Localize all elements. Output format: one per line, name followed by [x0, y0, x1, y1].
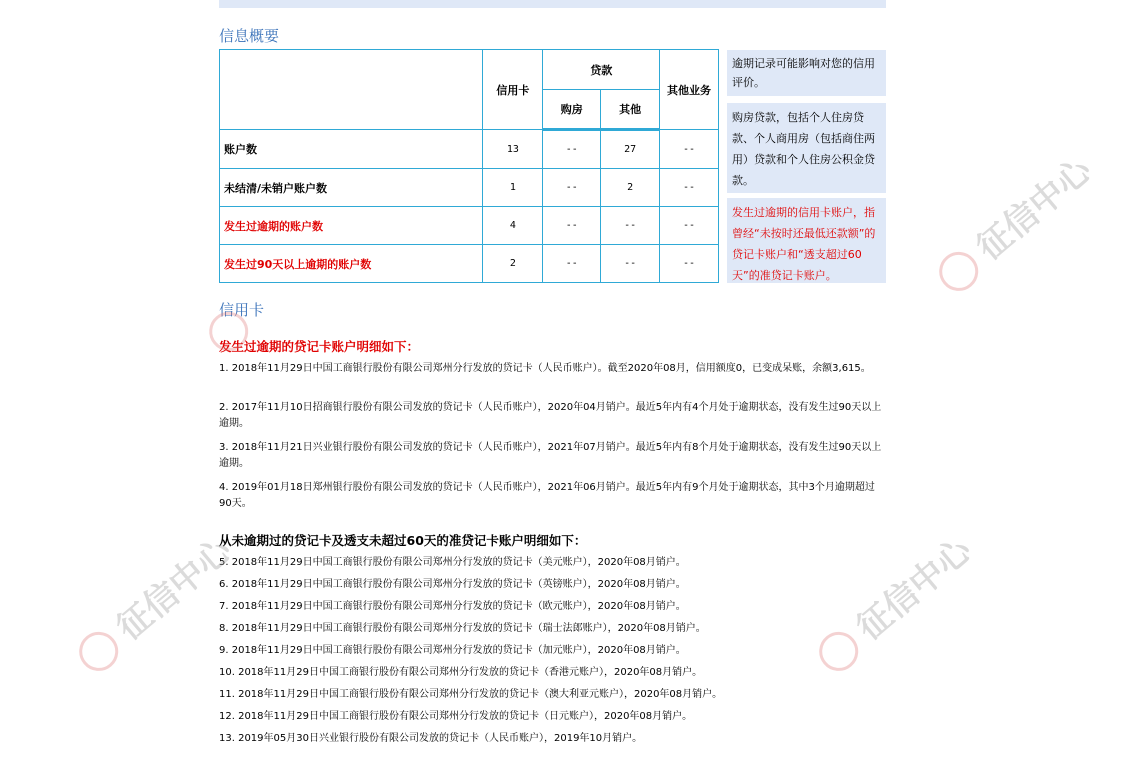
cell-credit-card: 4 — [483, 207, 543, 245]
list-item: 1. 2018年11月29日中国工商银行股份有限公司郑州分行发放的贷记卡（人民币账户）。截至2020年08月，信用额度0，已变成呆账，余额3,615。 — [219, 363, 871, 374]
list-item: 10. 2018年11月29日中国工商银行股份有限公司郑州分行发放的贷记卡（香港元账户），2020年08月销户。 — [219, 667, 703, 678]
watermark-seal-icon — [900, 100, 1125, 340]
summary-title: 信息概要 — [219, 27, 280, 45]
header-other-business: 其他业务 — [660, 50, 719, 130]
cell-other-business: -- — [660, 207, 719, 245]
cell-other-business: -- — [660, 169, 719, 207]
top-band — [219, 0, 886, 8]
list-item: 6. 2018年11月29日中国工商银行股份有限公司郑州分行发放的贷记卡（英镑账户），2020年08月销户。 — [219, 579, 686, 590]
table-row — [220, 207, 719, 245]
list-item: 4. 2019年01月18日郑州银行股份有限公司发放的贷记卡（人民币账户），2021年06月销户。最近5年内有9个月处于逾期状态，其中3个月逾期超过90天。 — [219, 482, 875, 509]
note-overdue-definition: 发生过逾期的信用卡账户，指曾经“未按时还最低还款额”的贷记卡账户和“透支超过60天”的准贷记卡账户。 — [727, 198, 886, 283]
cell-housing: -- — [543, 169, 601, 207]
cell-other: -- — [601, 207, 660, 245]
cell-housing: -- — [543, 130, 601, 169]
table-row — [220, 130, 719, 169]
cell-housing: -- — [543, 245, 601, 283]
list-item: 11. 2018年11月29日中国工商银行股份有限公司郑州分行发放的贷记卡（澳大利亚元账户），2020年08月销户。 — [219, 689, 723, 700]
row-label: 发生过逾期的账户数 — [220, 207, 483, 245]
cell-other: -- — [601, 245, 660, 283]
cell-other-business: -- — [660, 245, 719, 283]
header-other: 其他 — [601, 90, 660, 130]
table-row — [220, 245, 719, 283]
cell-credit-card: 2 — [483, 245, 543, 283]
list-item: 3. 2018年11月21日兴业银行股份有限公司发放的贷记卡（人民币账户），2021年07月销户。最近5年内有8个月处于逾期状态，没有发生过90天以上逾期。 — [219, 442, 882, 469]
cell-other-business: -- — [660, 130, 719, 169]
note-overdue-impact: 逾期记录可能影响对您的信用评价。 — [727, 50, 886, 96]
header-credit-card: 信用卡 — [483, 50, 543, 130]
row-label: 发生过90天以上逾期的账户数 — [220, 245, 483, 283]
list-item: 12. 2018年11月29日中国工商银行股份有限公司郑州分行发放的贷记卡（日元账户），2020年08月销户。 — [219, 711, 693, 722]
cell-other: 27 — [601, 130, 660, 169]
normal-heading: 从未逾期过的贷记卡及透支未超过60天的准贷记卡账户明细如下： — [219, 533, 587, 548]
header-blank — [220, 50, 483, 130]
credit-card-title: 信用卡 — [219, 301, 265, 319]
list-item: 5. 2018年11月29日中国工商银行股份有限公司郑州分行发放的贷记卡（美元账户），2020年08月销户。 — [219, 557, 686, 568]
note-housing-loan: 购房贷款，包括个人住房贷款、个人商用房（包括商住两用）贷款和个人住房公积金贷款。 — [727, 103, 886, 193]
svg-text:征信中心: 征信中心 — [849, 530, 980, 649]
header-loan: 贷款 — [543, 50, 660, 90]
cell-housing: -- — [543, 207, 601, 245]
header-housing: 购房 — [543, 90, 601, 130]
list-item: 7. 2018年11月29日中国工商银行股份有限公司郑州分行发放的贷记卡（欧元账户），2020年08月销户。 — [219, 601, 686, 612]
cell-credit-card: 1 — [483, 169, 543, 207]
list-item: 2. 2017年11月10日招商银行股份有限公司发放的贷记卡（人民币账户），2020年04月销户。最近5年内有4个月处于逾期状态，没有发生过90天以上逾期。 — [219, 402, 882, 429]
cell-other: 2 — [601, 169, 660, 207]
list-item: 9. 2018年11月29日中国工商银行股份有限公司郑州分行发放的贷记卡（加元账户），2020年08月销户。 — [219, 645, 686, 656]
svg-text:征信中心: 征信中心 — [109, 530, 240, 649]
row-label: 未结清/未销户账户数 — [220, 169, 483, 207]
row-label: 账户数 — [220, 130, 483, 169]
summary-table — [219, 49, 719, 283]
table-row — [220, 169, 719, 207]
list-item: 8. 2018年11月29日中国工商银行股份有限公司郑州分行发放的贷记卡（瑞士法郎账户），2020年08月销户。 — [219, 623, 706, 634]
cell-credit-card: 13 — [483, 130, 543, 169]
list-item: 13. 2019年05月30日兴业银行股份有限公司发放的贷记卡（人民币账户），2019年10月销户。 — [219, 733, 643, 744]
overdue-heading: 发生过逾期的贷记卡账户明细如下： — [219, 339, 420, 354]
svg-text:征信中心: 征信中心 — [969, 150, 1100, 269]
